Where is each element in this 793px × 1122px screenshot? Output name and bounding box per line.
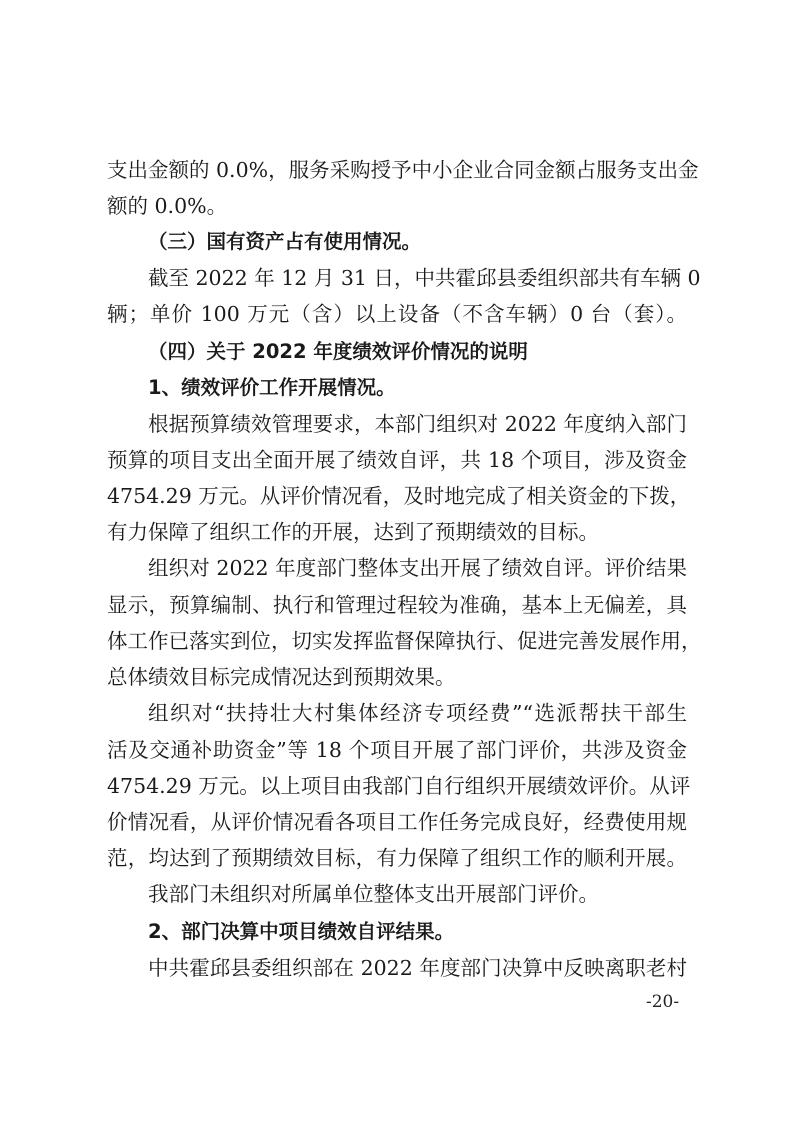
paragraph-line: 截至 2022 年 12 月 31 日，中共霍邱县委组织部共有车辆 0: [148, 266, 701, 290]
paragraph-line: 辆；单价 100 万元（含）以上设备（不含车辆）0 台（套）。: [107, 302, 687, 326]
page-number: -20-: [646, 992, 680, 1012]
paragraph-line: 组织对“扶持壮大村集体经济专项经费”“选派帮扶干部生: [148, 701, 687, 725]
paragraph-line: 支出金额的 0.0%，服务采购授予中小企业合同金额占服务支出金: [107, 158, 699, 182]
paragraph-line: 额的 0.0%。: [107, 194, 228, 218]
paragraph-line: 预算的项目支出全面开展了绩效自评，共 18 个项目，涉及资金: [107, 448, 687, 472]
section-heading: （三）国有资产占有使用情况。: [148, 230, 422, 253]
paragraph-line: 4754.29 万元。从评价情况看，及时地完成了相关资金的下拨，: [107, 484, 691, 508]
paragraph-line: 我部门未组织对所属单位整体支出开展部门评价。: [148, 882, 599, 906]
subsection-heading: 1、绩效评价工作开展情况。: [148, 376, 396, 399]
section-heading: （四）关于 2022 年度绩效评价情况的说明: [148, 340, 528, 363]
paragraph-line: 总体绩效目标完成情况达到预期效果。: [107, 665, 456, 689]
paragraph-line: 组织对 2022 年度部门整体支出开展了绩效自评。评价结果: [148, 556, 687, 580]
paragraph-line: 根据预算绩效管理要求，本部门组织对 2022 年度纳入部门: [148, 412, 687, 436]
paragraph-line: 4754.29 万元。以上项目由我部门自行组织开展绩效评价。从评: [107, 774, 691, 798]
paragraph-line: 范，均达到了预期绩效目标，有力保障了组织工作的顺利开展。: [107, 846, 687, 870]
paragraph-line: 有力保障了组织工作的开展，达到了预期绩效的目标。: [107, 520, 599, 544]
paragraph-line: 中共霍邱县委组织部在 2022 年度部门决算中反映离职老村: [148, 956, 687, 980]
paragraph-line: 活及交通补助资金”等 18 个项目开展了部门评价，共涉及资金: [107, 738, 687, 762]
paragraph-line: 价情况看，从评价情况看各项目工作任务完成良好，经费使用规: [107, 810, 687, 834]
paragraph-line: 显示，预算编制、执行和管理过程较为准确，基本上无偏差，具: [107, 593, 687, 617]
subsection-heading: 2、部门决算中项目绩效自评结果。: [148, 920, 455, 943]
paragraph-line: 体工作已落实到位，切实发挥监督保障执行、促进完善发展作用，: [107, 629, 702, 653]
